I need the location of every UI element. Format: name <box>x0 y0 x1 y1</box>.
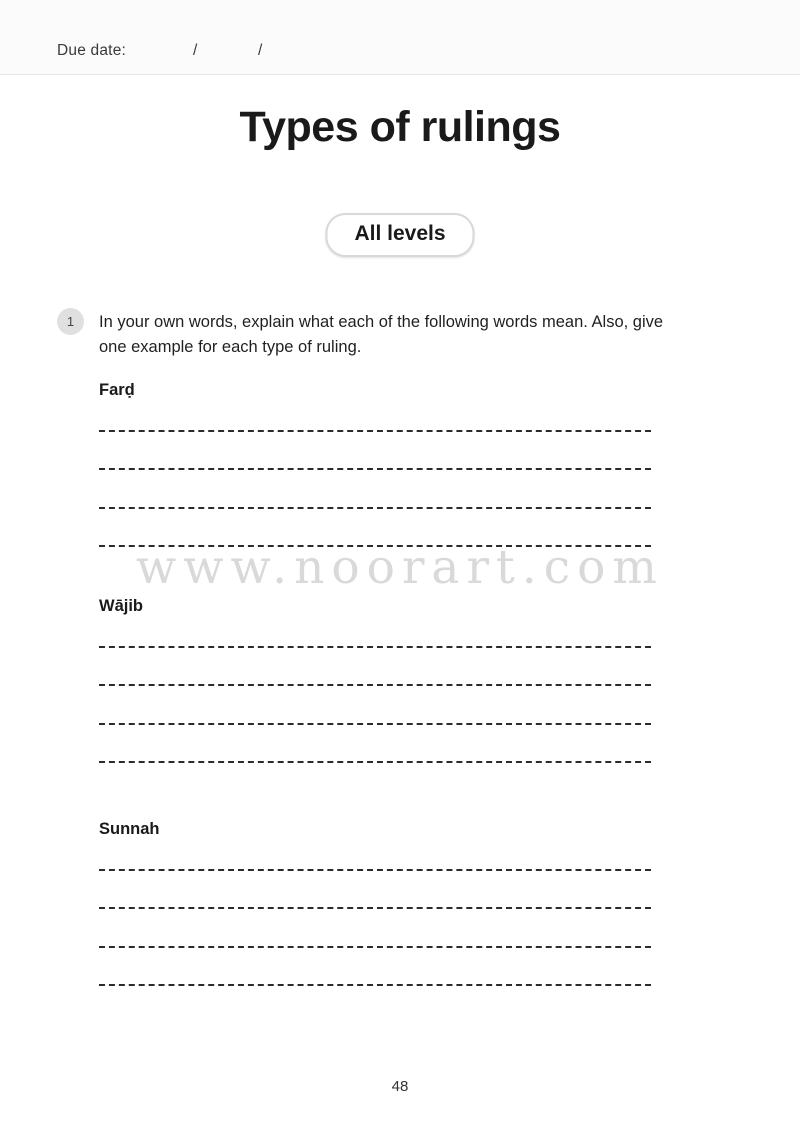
level-badge: All levels <box>325 213 474 257</box>
due-date-label: Due date: <box>57 42 127 59</box>
header-band <box>0 0 800 75</box>
section-label-fard: Farḍ <box>99 381 135 399</box>
answer-line[interactable] <box>99 646 651 648</box>
answer-line[interactable] <box>99 684 651 686</box>
answer-line[interactable] <box>99 907 651 909</box>
answer-line[interactable] <box>99 761 651 763</box>
due-date-slash-1: / <box>193 42 198 59</box>
page-number: 48 <box>391 1078 409 1095</box>
answer-line[interactable] <box>99 946 651 948</box>
due-date-slash-2: / <box>258 42 263 59</box>
answer-line[interactable] <box>99 545 651 547</box>
page-title: Types of rulings <box>239 103 561 151</box>
question-text: In your own words, explain what each of the following words mean. Also, give one example for each type of ruling. <box>99 313 664 356</box>
answer-line[interactable] <box>99 723 651 725</box>
section-label-sunnah: Sunnah <box>99 820 160 838</box>
answer-line[interactable] <box>99 430 651 432</box>
section-label-wajib: Wājib <box>99 597 143 615</box>
answer-line[interactable] <box>99 468 651 470</box>
answer-line[interactable] <box>99 984 651 986</box>
watermark-text: www.noorart.com <box>136 540 664 595</box>
answer-line[interactable] <box>99 507 651 509</box>
answer-line[interactable] <box>99 869 651 871</box>
question-number-badge: 1 <box>57 308 84 335</box>
